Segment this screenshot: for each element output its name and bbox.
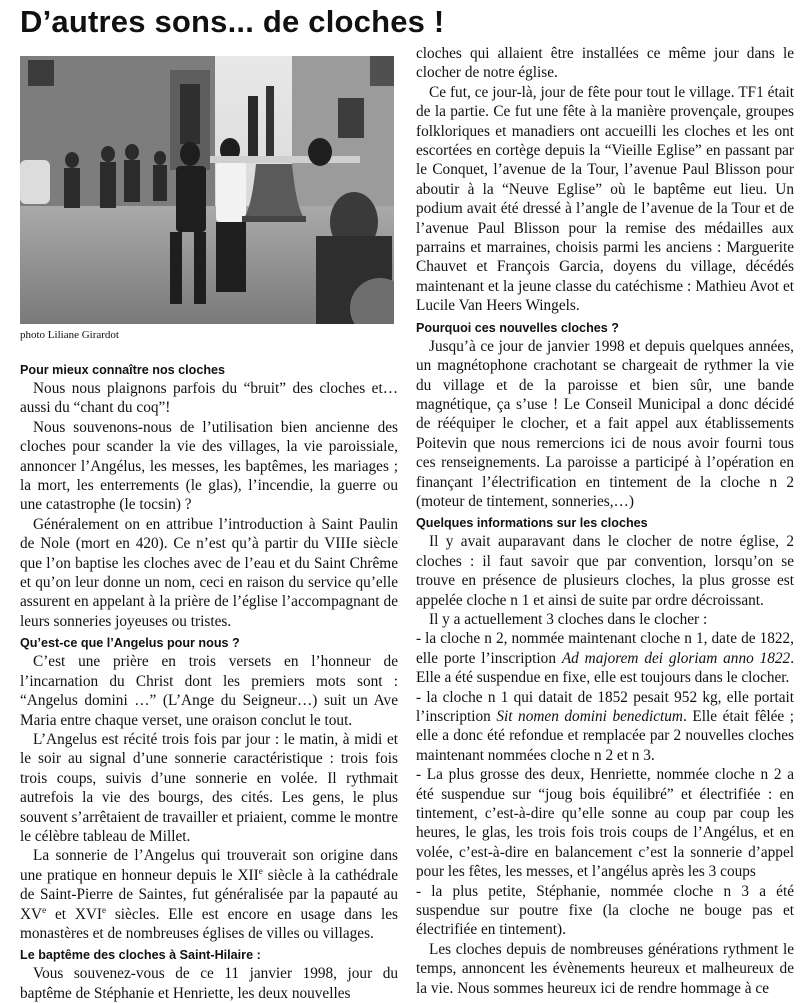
section-heading: Pourquoi ces nouvelles cloches ?: [416, 320, 619, 335]
article-right-column: [416, 44, 794, 998]
list-item: - la cloche n 2, nommée maintenant cloche n 1, date de 1822, elle porte l’inscription Ad majorem dei gloriam anno 1822. Elle a été suspendue en fixe, elle est toujours dans le clocher.: [416, 630, 795, 687]
page-title: D’autres sons... de cloches !: [20, 4, 445, 39]
paragraph: L’Angelus est récité trois fois par jour : le matin, à midi et le soir au signal d’une sonnerie caractéristique : trois fois trois coups, suivis d’une sonnerie en volée. Il rythmait autrefois la vie des bourgs, des cités. Les gens, le plus souvent s’arrêtaient de travailler et priaient, comme le montre le célèbre tableau de Millet.: [20, 730, 398, 845]
paragraph: cloches qui allaient être installées ce même jour dans le clocher de notre église.: [416, 45, 794, 82]
paragraph: Ce fut, ce jour-là, jour de fête pour tout le village. TF1 était de la partie. Ce fut une fête à la manière provençale, groupes folkloriques et manadiers ont accueilli les cloches et les ont escortées en cortège depuis la “Vieille Eglise” en passant par le Conquet, l’avenue de la Tour, l’avenue Paul Blisson pour aboutir à la “Neuve Eglise” où le baptême eut lieu. Un podium avait été dressé à l’angle de l’avenue de la Tour et de l’avenue Paul Blisson pour la remise des médailles aux parrains et marraines, choisis parmi les anciens : Marguerite Chauvet et François Garcia, doyens du village, décédés maintenant et la jeune classe du catéchisme : Mathieu Avot et Lucile Van Heers Wingels.: [416, 83, 794, 315]
list-item: - La plus grosse des deux, Henriette, nommée cloche n 2 a été suspendue sur “joug bois équilibré” et électrifiée : en tintement, c’est-à-dire qu’elle sonne au coup par coup les heures, le glas, les trois fois trois coups de l’Angélus, et en volée, c’est-à-dire en balancement c’est la sonnerie d’appel pour les fêtes, les messes, et l’angélus après les 3 coups: [416, 766, 794, 881]
list-item: - la plus petite, Stéphanie, nommée cloche n 3 a été suspendue sur poutre fixe (la cloche ne bouge pas et électrifiée en tintement).: [416, 882, 794, 939]
paragraph: C’est une prière en trois versets en l’honneur de l’incarnation du Christ dont les premiers mots sont : “Angelus domini …” (L’Ange du Seigneur…) suit un Ave Maria entre chaque verset, une oraison conclut le tout.: [20, 653, 398, 729]
article-left-column: [20, 358, 398, 1003]
paragraph: La sonnerie de l’Angelus qui trouverait son origine dans une pratique en honneur depuis le XIIe siècle à la cathédrale de Saint-Pierre de Saintes, fut généralisée par la papauté au XVe et XVIe siècles. Elle est encore en usage dans les monastères et de nombreuses églises de villes ou villages.: [20, 847, 398, 942]
paragraph: Vous souvenez-vous de ce 11 janvier 1998, jour du baptême de Stéphanie et Henriette, les deux nouvelles: [20, 965, 398, 1002]
section-heading: Qu’est-ce que l’Angelus pour nous ?: [20, 636, 240, 651]
photo-caption: photo Liliane Girardot: [20, 329, 119, 341]
section-heading: Quelques informations sur les cloches: [416, 516, 648, 531]
procession-photo: [20, 56, 394, 324]
paragraph: Généralement on en attribue l’introduction à Saint Paulin de Nole (mort en 420). Ce n’est qu’à partir du VIIIe siècle que l’on baptise les cloches avec de l’eau et du Saint Chrême et qu’on leur donne un nom, ceci en raison du service qu’elle assurent en appelant à la prière de l’église l’accompagnant de leurs sonneries joyeuses ou tristes.: [20, 515, 398, 630]
section-heading: Pour mieux connaître nos cloches: [20, 363, 226, 377]
paragraph: Nous nous plaignons parfois du “bruit” des cloches et… aussi du “chant du coq”!: [20, 380, 398, 417]
paragraph: Il y avait auparavant dans le clocher de notre église, 2 cloches : il faut savoir que par convention, lorsqu’on se trouve en présence de plusieurs cloches, la plus grosse est appelée cloche n 1 et ainsi de suite par ordre décroissant.: [416, 533, 794, 609]
paragraph: Jusqu’à ce jour de janvier 1998 et depuis quelques années, un magnétophone crachotant se chargeait de rythmer la vie du village et de la paroisse et bien sûr, une bande magnétique, ça s’use ! Le Conseil Municipal a donc décidé de rééquiper le clocher, et a fait appel aux établissements Poitevin que nous remercions ici de nous avoir fourni tous ces renseignements. La paroisse a participé à l’opération en finançant l’électrification en tintement de la cloche n 2 (moteur de tintement, sonneries,…): [416, 337, 794, 510]
bell-procession-image: [20, 56, 394, 324]
paragraph: Il y a actuellement 3 cloches dans le clocher :: [429, 610, 708, 628]
list-item: - la cloche n 1 qui datait de 1852 pesait 952 kg, elle portait l’inscription Sit nomen domini benedictum. Elle était fêlée ; elle a donc été refondue et remplacée par 2 nouvelles cloches maintenant nommées cloche n 2 et n 3.: [416, 688, 794, 764]
paragraph: Nous souvenons-nous de l’utilisation bien ancienne des cloches pour scander la vie des villages, la vie paroissiale, annoncer l’Angélus, les messes, les baptêmes, les mariages ; la mort, les enterrements (le glas), l’incendie, la guerre ou une catastrophe (le tocsin) ?: [20, 418, 398, 514]
section-heading: Le baptême des cloches à Saint-Hilaire :: [20, 948, 261, 963]
paragraph: Les cloches depuis de nombreuses générations rythment le temps, annoncent les évènements heureux et malheureux de la vie. Nous sommes heureux ici de rendre hommage à ce: [416, 940, 794, 997]
